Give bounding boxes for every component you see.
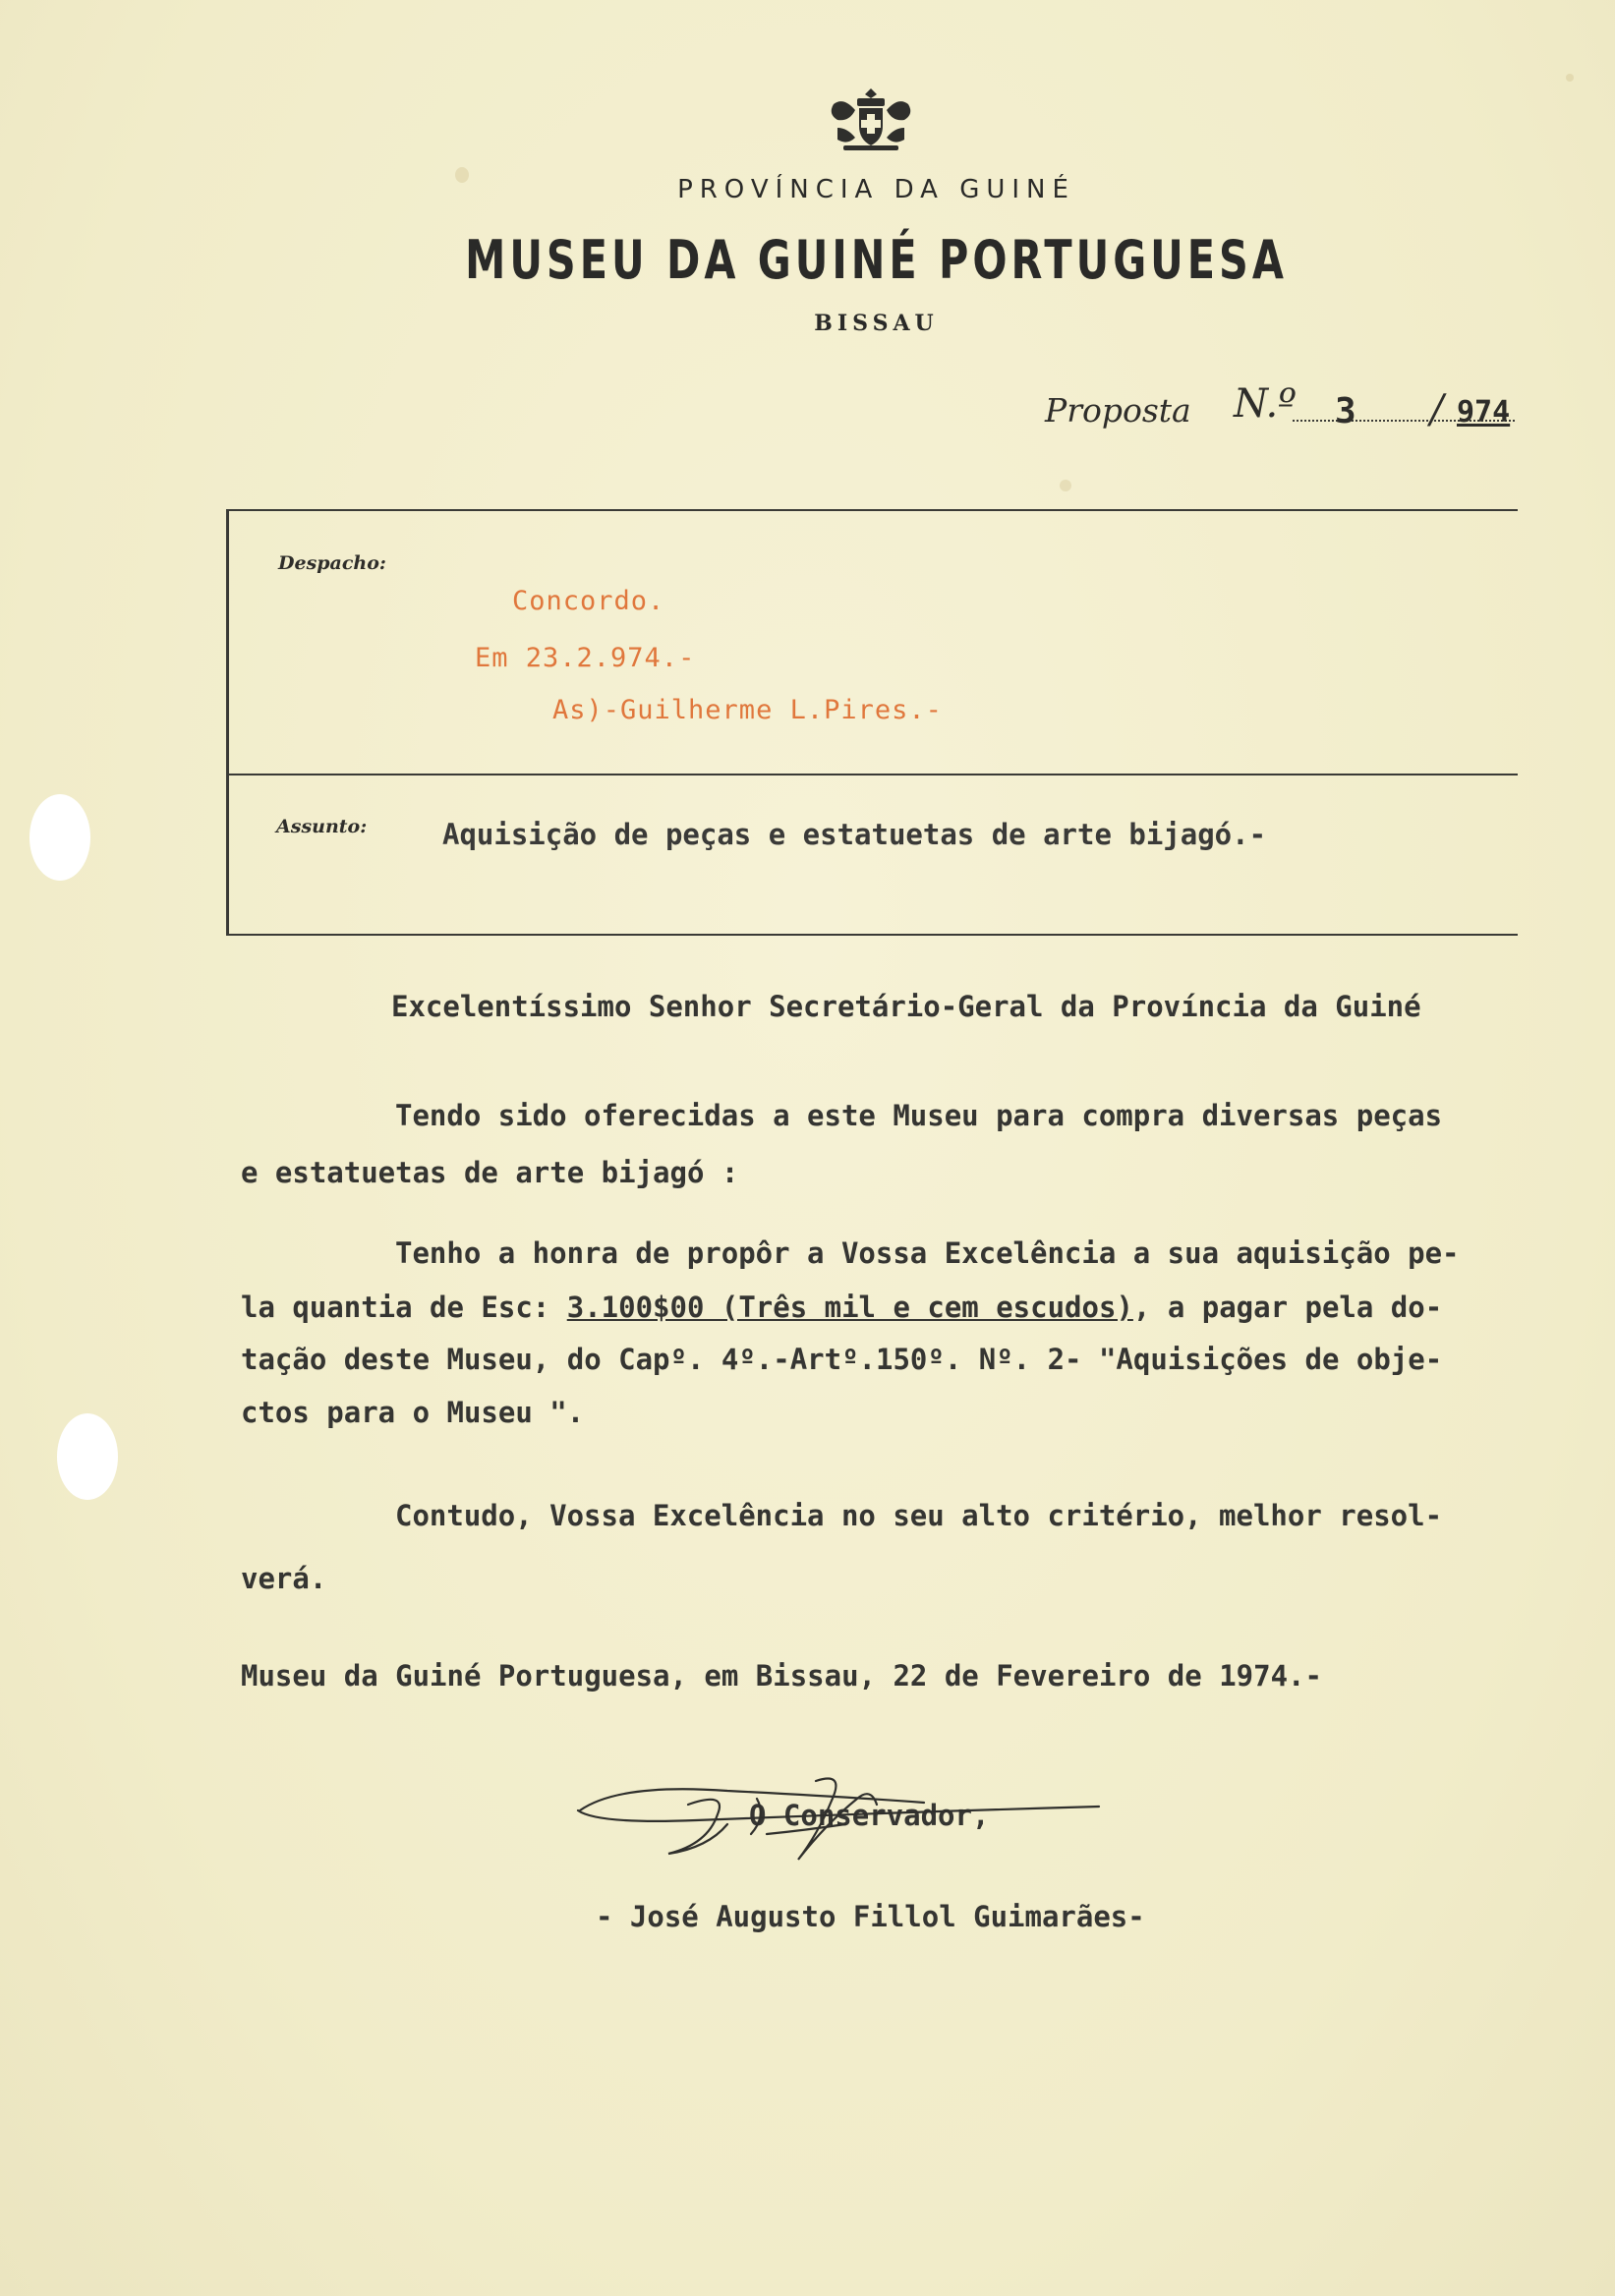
- dispatch-line-2: Em 23.2.974.-: [475, 643, 696, 673]
- paragraph-2-line-2: [241, 1291, 1442, 1324]
- paragraph-2-line-3: tação deste Museu, do Capº. 4º.-Artº.150º. Nº. 2- "Aquisições de obje-: [241, 1343, 1443, 1376]
- proposal-year: 974: [1457, 395, 1511, 430]
- paragraph-3-line-2: verá.: [241, 1562, 327, 1595]
- punch-hole-lower: [57, 1413, 118, 1500]
- box-top-rule: [226, 509, 1518, 511]
- paragraph-2-line-1: Tenho a honra de propôr a Vossa Excelência a sua aquisição pe-: [395, 1236, 1460, 1270]
- province-heading: PROVÍNCIA DA GUINÉ: [677, 175, 1075, 204]
- paragraph-2-line-4: ctos para o Museu ".: [241, 1396, 585, 1429]
- box-left-rule: [226, 509, 229, 936]
- proposal-number: 3: [1335, 391, 1356, 431]
- amount-prefix: la quantia de Esc:: [241, 1291, 567, 1324]
- museum-title: MUSEU DA GUINÉ PORTUGUESA: [465, 228, 1288, 291]
- coat-of-arms-emblem: [824, 85, 918, 155]
- city-name: BISSAU: [814, 311, 939, 336]
- salutation: Excelentíssimo Senhor Secretário-Geral da Província da Guiné: [391, 990, 1421, 1023]
- signatory-name: - José Augusto Fillol Guimarães-: [596, 1900, 1145, 1933]
- dispatch-line-3: As)-Guilherme L.Pires.-: [552, 695, 943, 725]
- punch-hole-upper: [29, 794, 90, 881]
- proposal-separator: /: [1430, 387, 1444, 432]
- paragraph-1-line-2: e estatuetas de arte bijagó :: [241, 1156, 739, 1189]
- subject-label: Assunto:: [276, 816, 368, 837]
- handwritten-signature: [570, 1769, 1101, 1897]
- place-and-date: Museu da Guiné Portuguesa, em Bissau, 22 de Fevereiro de 1974.-: [241, 1659, 1322, 1693]
- amount-suffix: , a pagar pela do-: [1132, 1291, 1443, 1324]
- subject-text: Aquisição de peças e estatuetas de arte bijagó.-: [442, 818, 1267, 851]
- closing-title: O Conservador,: [749, 1799, 990, 1832]
- dispatch-line-1: Concordo.: [512, 586, 665, 616]
- paragraph-3-line-1: Contudo, Vossa Excelência no seu alto critério, melhor resol-: [395, 1499, 1443, 1532]
- paper-stain: [1060, 480, 1071, 491]
- paper-stain: [1566, 74, 1574, 82]
- paragraph-1-line-1: Tendo sido oferecidas a este Museu para compra diversas peças: [395, 1099, 1443, 1132]
- box-bottom-rule: [226, 934, 1518, 936]
- dispatch-label: Despacho:: [278, 552, 386, 574]
- box-middle-rule: [226, 774, 1518, 775]
- amount-value: 3.100$00 (Três mil e cem escudos): [566, 1291, 1133, 1324]
- proposal-label: Proposta: [1045, 391, 1191, 430]
- proposal-number-label: N.º: [1234, 381, 1297, 427]
